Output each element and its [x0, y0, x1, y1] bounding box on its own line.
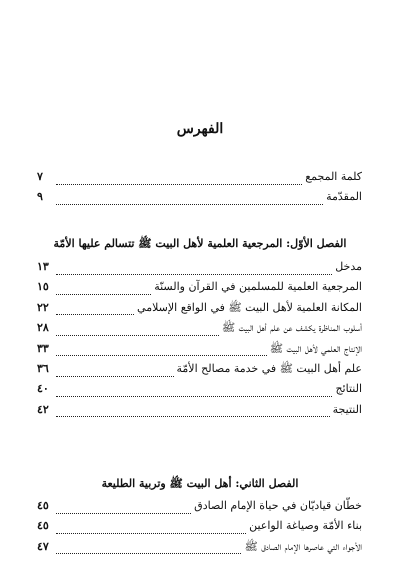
dot-leader: [56, 416, 330, 417]
toc-entry: [37, 519, 362, 539]
dot-leader: [56, 355, 267, 356]
toc-entry: [37, 190, 362, 210]
entry-title: كلمة المجمع: [305, 170, 362, 183]
entry-title: النتيجة: [332, 402, 362, 416]
entry-title: النتائج: [335, 382, 362, 396]
entry-page-number: ٤٢: [37, 402, 49, 416]
intro-entries: [37, 170, 362, 211]
entry-page-number: ٧: [37, 170, 43, 183]
entry-title: الإنتاج العلمي لأهل البيت ﷺ: [269, 341, 362, 355]
chapter-heading: الفصل الأوّل: المرجعية العلمية لأهل البيت ﷺ تتسالم عليها الأمّة: [53, 237, 347, 250]
entry-page-number: ٤٥: [37, 499, 49, 512]
toc-entry: [37, 301, 362, 321]
toc-entry: [37, 342, 362, 362]
toc-entry: [37, 403, 362, 423]
toc-entry: [37, 170, 362, 190]
toc-entry: [37, 321, 362, 341]
toc-title: الفهرس: [176, 121, 224, 137]
toc-entry: [37, 540, 362, 560]
entry-page-number: ١٣: [37, 260, 49, 273]
chapter-heading: الفصل الثاني: أهل البيت ﷺ وتربية الطليعة: [101, 477, 299, 490]
dot-leader: [56, 533, 246, 534]
dot-leader: [56, 513, 191, 514]
dot-leader: [56, 274, 332, 275]
entry-page-number: ١٥: [37, 280, 49, 294]
entry-title: المرجعية العلمية للمسلمين في القرآن والسنّة: [154, 280, 362, 294]
entry-title: خطّان قياديّان في حياة الإمام الصادق: [194, 499, 362, 512]
dot-leader: [56, 294, 151, 295]
toc-entry: [37, 280, 362, 300]
chapter-1-entries: [37, 260, 362, 423]
entry-page-number: ٣٦: [37, 361, 49, 375]
entry-page-number: ٢٨: [37, 321, 49, 335]
entry-page-number: ٢٢: [37, 300, 49, 314]
entry-page-number: ٤٧: [37, 539, 49, 553]
entry-title: الأجواء التي عاصرها الإمام الصادق ﷺ: [244, 539, 362, 553]
toc-entry: [37, 260, 362, 280]
entry-page-number: ٤٥: [37, 519, 49, 533]
dot-leader: [56, 376, 174, 377]
entry-page-number: ٣٣: [37, 341, 49, 355]
entry-page-number: ٩: [37, 190, 43, 204]
entry-title: علم أهل البيت ﷺ في خدمة مصالح الأمّة: [176, 361, 362, 375]
dot-leader: [56, 335, 219, 336]
toc-entry: [37, 382, 362, 402]
dot-leader: [56, 553, 241, 554]
entry-title: المقدّمة: [326, 190, 362, 204]
entry-title: المكانة العلمية لأهل البيت ﷺ في الواقع الإسلامي: [137, 300, 362, 314]
toc-entry: [37, 499, 362, 519]
entry-page-number: ٤٠: [37, 382, 49, 396]
entry-title: مدخل: [335, 260, 362, 273]
entry-title: بناء الأمّة وصياغة الواعين: [249, 519, 362, 533]
dot-leader: [56, 204, 323, 205]
dot-leader: [56, 314, 134, 315]
chapter-2-entries: [37, 499, 362, 560]
entry-title: أسلوب المناظرة يكشف عن علم أهل البيت ﷺ: [221, 321, 362, 335]
toc-entry: [37, 362, 362, 382]
dot-leader: [56, 396, 332, 397]
dot-leader: [56, 184, 302, 185]
